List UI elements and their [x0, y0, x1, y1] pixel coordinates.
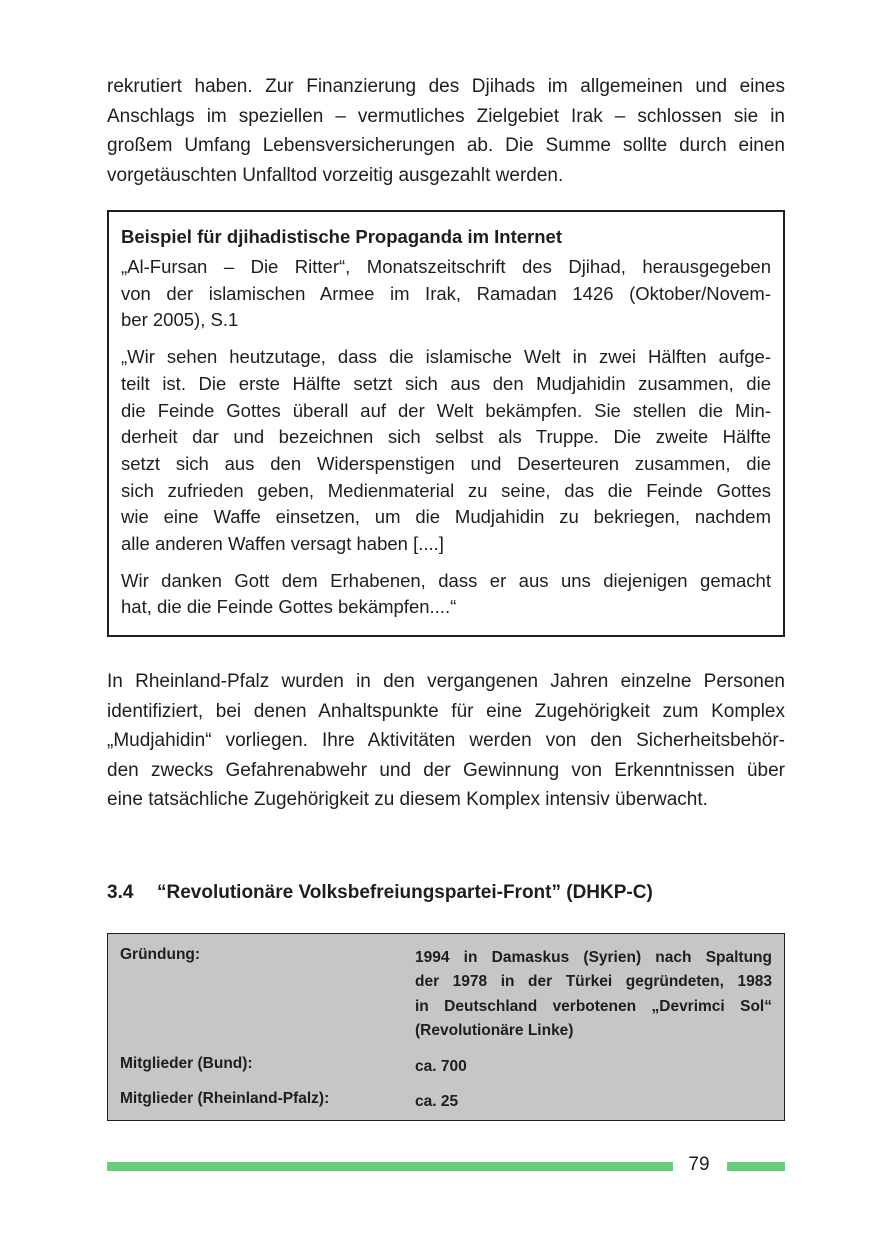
text-line: 1994 in Damaskus (Syrien) nach Spaltung: [415, 949, 772, 966]
text-line: eine tatsächliche Zugehörigkeit zu diesem Komplex intensiv überwacht.: [107, 789, 708, 811]
text-line: ber 2005), S.1: [121, 309, 239, 331]
text-line: die Feinde Gottes überall auf der Welt bekämpfen. Sie stellen die Min-: [121, 399, 771, 421]
section-number: 3.4: [107, 882, 134, 903]
organization-info-table: [107, 933, 785, 1121]
founding-label: Gründung:: [120, 946, 201, 963]
text-line: in Deutschland verbotenen „Devrimci Sol“: [415, 997, 772, 1015]
members-federal-label: Mitglieder (Bund):: [120, 1055, 253, 1072]
footer-bar-left: [107, 1162, 673, 1171]
text-line: den zwecks Gefahrenabwehr und der Gewinnung von Erkenntnissen über: [107, 759, 785, 781]
text-line: derheit dar und bezeichnen sich selbst als Truppe. Die zweite Hälfte: [121, 426, 771, 448]
text-line: rekrutiert haben. Zur Finanzierung des Djihads im allgemeinen und eines: [107, 76, 785, 97]
propaganda-example-box: [107, 210, 785, 637]
text-line: alle anderen Waffen versagt haben [....]: [121, 533, 444, 555]
text-line: Wir danken Gott dem Erhabenen, dass er aus uns diejenigen gemacht: [121, 569, 771, 591]
rlp-paragraph: [107, 667, 785, 815]
members-rlp-label: Mitglieder (Rheinland-Pfalz):: [120, 1090, 330, 1107]
text-line: sich zufrieden geben, Medienmaterial zu seine, das die Feinde Gottes: [121, 479, 771, 501]
text-line: Anschlags im speziellen – vermutliches Zielgebiet Irak – schlossen sie in: [107, 105, 785, 127]
text-line: „Al-Fursan – Die Ritter“, Monatszeitschrift des Djihad, herausgegeben: [121, 256, 771, 277]
text-line: vorgetäuschten Unfalltod vorzeitig ausgezahlt werden.: [107, 164, 564, 186]
box-closing: [121, 568, 771, 621]
text-line: teilt ist. Die erste Hälfte setzt sich aus den Mudjahidin zusammen, die: [121, 372, 771, 394]
text-line: In Rheinland-Pfalz wurden in den vergangenen Jahren einzelne Personen: [107, 671, 785, 693]
text-line: (Revolutionäre Linke): [415, 1021, 574, 1039]
box-source: [121, 254, 771, 334]
page-number: 79: [688, 1154, 710, 1175]
intro-paragraph: [107, 72, 785, 190]
section-title: “Revolutionäre Volksbefreiungspartei-Front” (DHKP-C): [157, 882, 653, 903]
box-quote: [121, 344, 771, 558]
text-line: identifiziert, bei denen Anhaltspunkte für eine Zugehörigkeit zum Komplex: [107, 700, 785, 722]
text-line: großem Umfang Lebensversicherungen ab. Die Summe sollte durch einen: [107, 135, 785, 156]
text-line: von der islamischen Armee im Irak, Ramadan 1426 (Oktober/Novem-: [121, 282, 771, 304]
text-line: hat, die die Feinde Gottes bekämpfen....“: [121, 596, 457, 618]
text-line: wie eine Waffe einsetzen, um die Mudjahidin zu bekriegen, nachdem: [121, 506, 771, 528]
founding-value: [415, 946, 772, 1043]
section-heading: [107, 882, 653, 904]
text-line: „Wir sehen heutzutage, dass die islamische Welt in zwei Hälften aufge-: [121, 346, 771, 368]
footer-bar-right: [727, 1162, 785, 1171]
members-rlp-value: ca. 25: [415, 1093, 459, 1110]
text-line: „Mudjahidin“ vorliegen. Ihre Aktivitäten werden von den Sicherheitsbehör-: [107, 730, 785, 752]
text-line: setzt sich aus den Widerspenstigen und Deserteuren zusammen, die: [121, 452, 771, 474]
members-federal-value: ca. 700: [415, 1058, 467, 1075]
box-title: Beispiel für djihadistische Propaganda im Internet: [121, 226, 563, 247]
page-body: [107, 72, 785, 815]
text-line: der 1978 in der Türkei gegründeten, 1983: [415, 973, 772, 991]
